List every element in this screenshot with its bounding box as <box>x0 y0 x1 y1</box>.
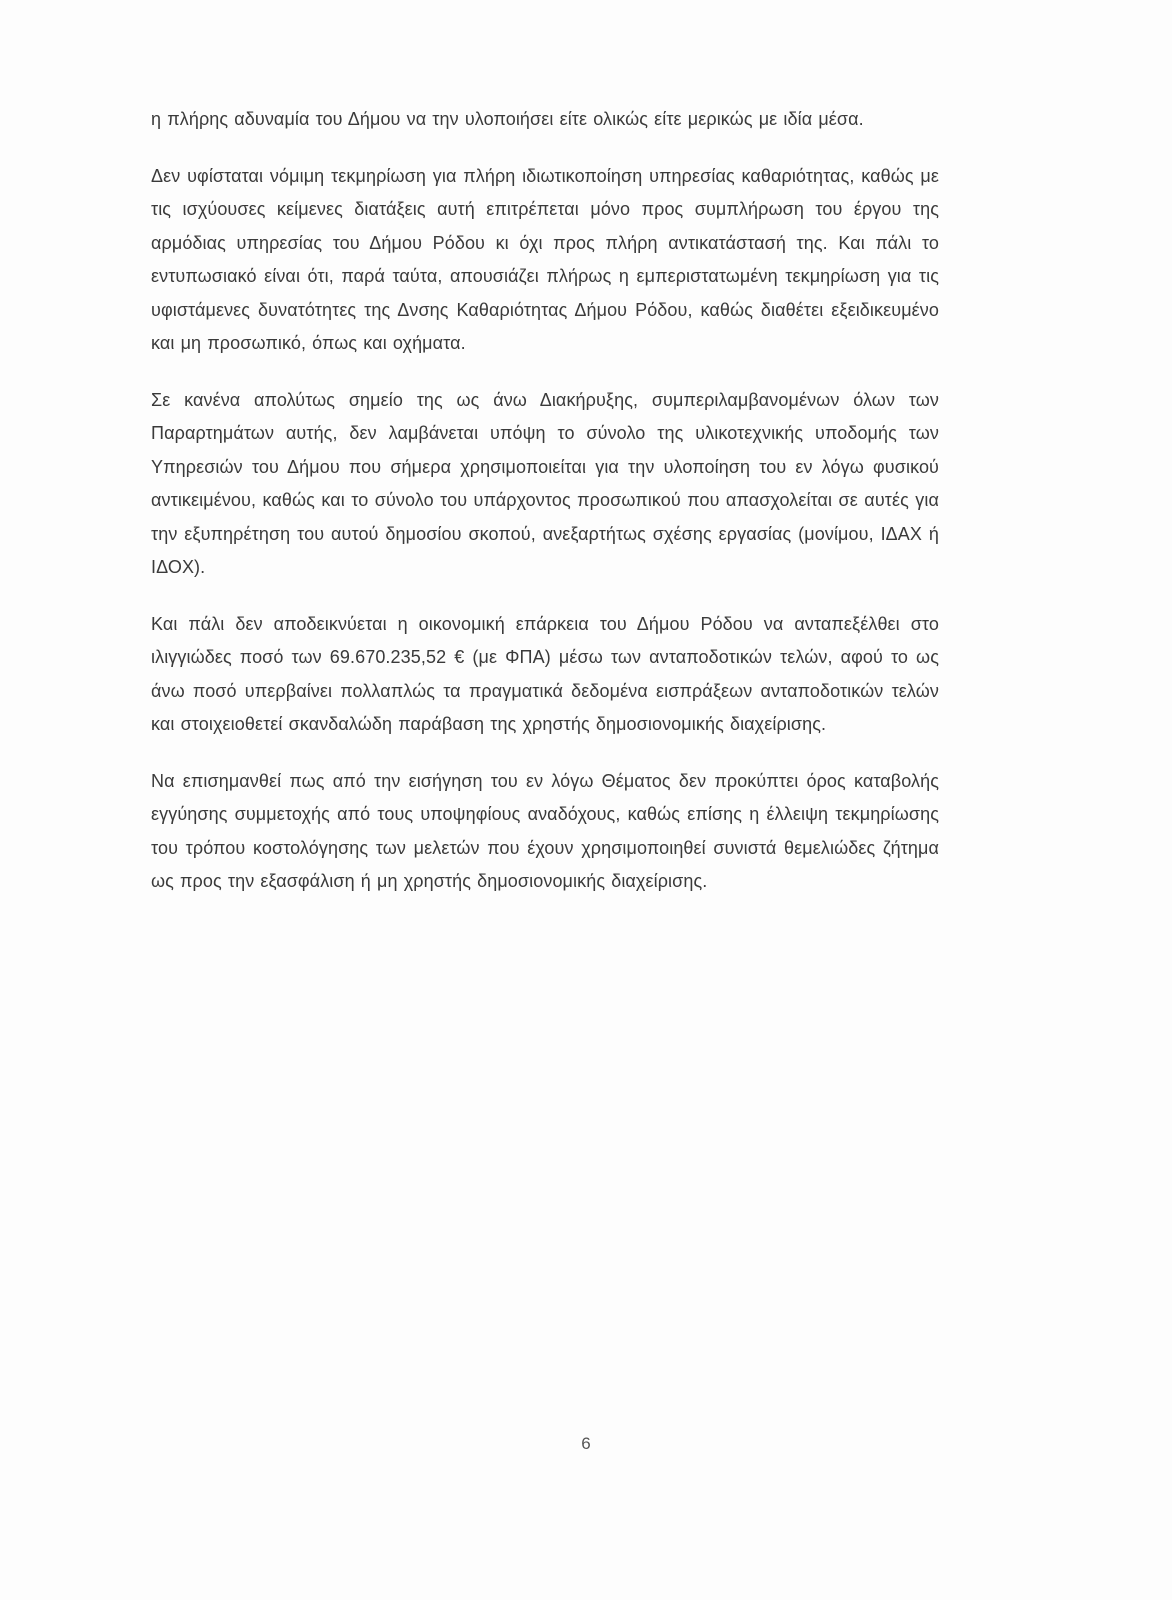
paragraph-1: η πλήρης αδυναμία του Δήμου να την υλοποιήσει είτε ολικώς είτε μερικώς με ιδία μέσα. <box>151 109 864 129</box>
paragraph-3: Σε κανένα απολύτως σημείο της ως άνω Διακήρυξης, συμπεριλαμβανομένων όλων των Παραρτημάτων αυτής, δεν λαμβάνεται υπόψη το σύνολο της υλικοτεχνικής υποδομής των Υπηρεσιών του Δήμου που σήμερα χρησιμοποιείται για την υλοποίηση του εν λόγω φυσικού αντικειμένου, καθώς και το σύνολο του υπάρχοντος προσωπικού που απασχολείται σε αυτές για την εξυπηρέτηση του αυτού δημοσίου σκοπού, ανεξαρτήτως σχέσης εργασίας (μονίμου, ΙΔΑΧ ή ΙΔΟΧ). <box>151 389 939 577</box>
paragraph-2: Δεν υφίσταται νόμιμη τεκμηρίωση για πλήρη ιδιωτικοποίηση υπηρεσίας καθαριότητας, καθώς με τις ισχύουσες κείμενες διατάξεις αυτή επιτρέπεται μόνο προς συμπλήρωση του έργου της αρμόδιας υπηρεσίας του Δήμου Ρόδου κι όχι προς πλήρη αντικατάστασή της. Και πάλι το εντυπωσιακό είναι ότι, παρά ταύτα, απουσιάζει πλήρως η εμπεριστατωμένη τεκμηρίωση για τις υφιστάμενες δυνατότητες της Δνσης Καθαριότητας Δήμου Ρόδου, καθώς διαθέτει εξειδικευμένο και μη προσωπικό, όπως και οχήματα. <box>151 165 939 353</box>
page-number: 6 <box>581 1434 591 1453</box>
paragraph-5: Να επισημανθεί πως από την εισήγηση του εν λόγω Θέματος δεν προκύπτει όρος καταβολής εγγύησης συμμετοχής από τους υποψηφίους αναδόχους, καθώς επίσης η έλλειψη τεκμηρίωσης του τρόπου κοστολόγησης των μελετών που έχουν χρησιμοποιηθεί συνιστά θεμελιώδες ζήτημα ως προς την εξασφάλιση ή μη χρηστής δημοσιονομικής διαχείρισης. <box>151 770 939 891</box>
paragraph-4: Και πάλι δεν αποδεικνύεται η οικονομική επάρκεια του Δήμου Ρόδου να ανταπεξέλθει στο ιλιγγιώδες ποσό των 69.670.235,52 € (με ΦΠΑ) μέσω των ανταποδοτικών τελών, αφού το ως άνω ποσό υπερβαίνει πολλαπλώς τα πραγματικά δεδομένα εισπράξεων ανταποδοτικών τελών και στοιχειοθετεί σκανδαλώδη παράβαση της χρηστής δημοσιονομικής διαχείρισης. <box>151 613 939 734</box>
document-body <box>151 103 939 899</box>
